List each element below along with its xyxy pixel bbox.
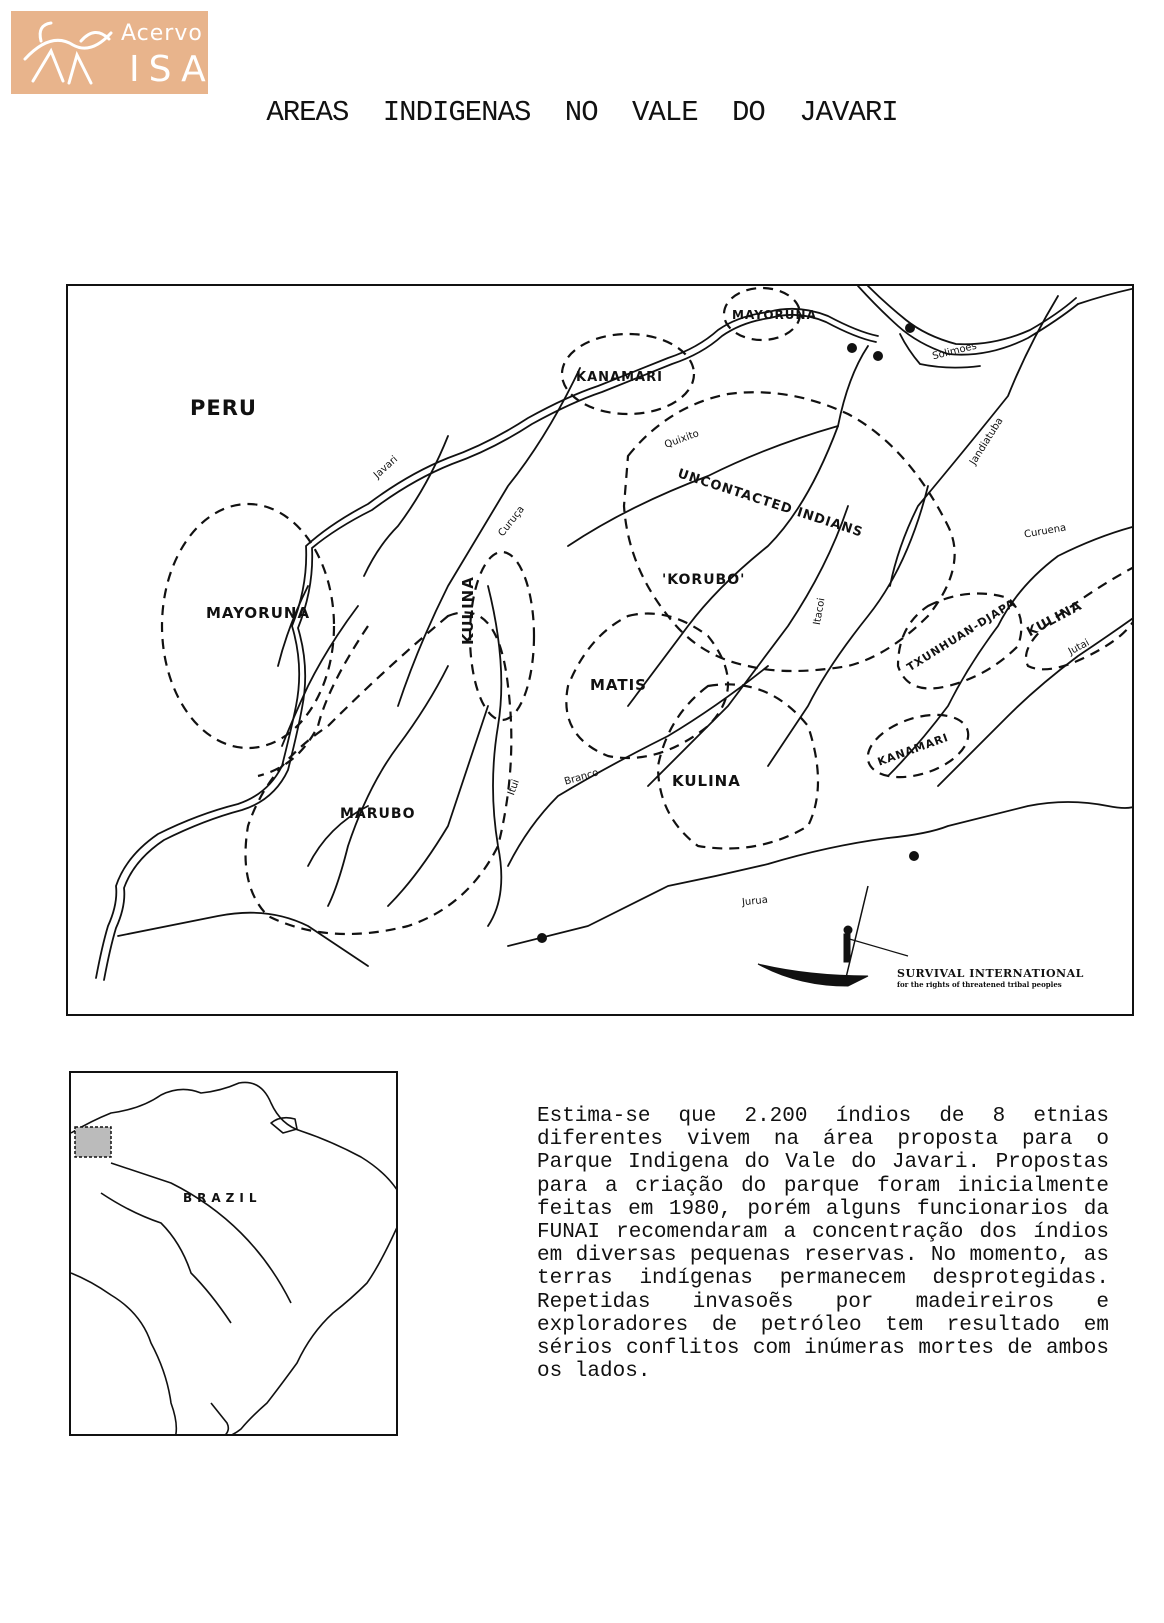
label-kulina-west: KULINA xyxy=(459,576,477,645)
river-label-curuca: Curuça xyxy=(496,504,527,539)
credit-subtitle: for the rights of threatened tribal peoples xyxy=(897,980,1062,989)
river-label-jurua: Jurua xyxy=(741,894,769,909)
label-kanamari-north: KANAMARI xyxy=(576,370,663,385)
river-label-solimoes: Solimoes xyxy=(931,340,978,363)
marubo-west-line xyxy=(258,626,368,776)
javari-valley-map xyxy=(66,284,1134,1016)
label-uncontacted-indians: UNCONTACTED INDIANS xyxy=(675,466,865,541)
uncontacted-boundary xyxy=(624,392,955,671)
canoe-figure xyxy=(758,886,908,986)
river-label-itacoi: Itacoi xyxy=(811,597,828,626)
label-kulina-east: KULINA xyxy=(1024,598,1085,641)
label-kanamari-south: KANAMARI xyxy=(875,730,951,769)
label-brazil: BRAZIL xyxy=(183,1191,262,1205)
acervo-isa-logo xyxy=(11,11,215,94)
marubo-boundary xyxy=(246,612,512,934)
label-mayoruna-north: MAYORUNA xyxy=(732,308,817,322)
label-matis: MATIS xyxy=(590,676,647,694)
logo-text-isa: ISA xyxy=(129,49,215,90)
description-paragraph: Estima-se que 2.200 índios de 8 etnias diferentes vivem na área proposta para o Parque Indigena do Vale do Javari. Propostas para a criação do parque foram inicialmente feitas em 1980, porém alguns funcionarios da FUNAI recomendaram a concentração dos índios em diversas pequenas reservas. No momento, as terras indígenas permanecem desprotegidas. Repetidas invasoẽs por madeireiros e exploradores de petróleo tem resultado em sérios conflitos com inúmeras mortes de ambos os lados. xyxy=(537,1105,1109,1384)
label-marubo: MARUBO xyxy=(340,806,416,822)
jurua-river xyxy=(508,802,1134,946)
itui-river xyxy=(488,586,501,926)
credit-name: SURVIVAL INTERNATIONAL xyxy=(897,967,1084,980)
study-area-marker xyxy=(75,1127,111,1157)
kulina-south-boundary xyxy=(658,684,818,848)
survival-international-credit xyxy=(897,967,1084,989)
label-peru: PERU xyxy=(190,396,257,420)
label-korubo: 'KORUBO' xyxy=(662,572,746,588)
branco-river xyxy=(508,666,768,866)
label-kulina-south: KULINA xyxy=(672,772,741,790)
brazil-outline xyxy=(71,1073,398,1436)
river-label-quixito: Quixito xyxy=(663,428,701,451)
river-label-itui: Itui xyxy=(506,778,522,797)
river-label-javari: Javari xyxy=(371,454,401,481)
river-label-branco: Branco xyxy=(563,767,600,788)
jutai-river xyxy=(938,616,1134,786)
brazil-inset-map xyxy=(69,1071,398,1436)
page-title: AREAS INDIGENAS NO VALE DO JAVARI xyxy=(266,96,898,129)
label-txunhuan-djapa: TXUNHUAN-DJAPA xyxy=(904,596,1018,675)
mayoruna-west-boundary xyxy=(162,504,334,748)
logo-text-acervo: Acervo xyxy=(121,21,203,46)
label-mayoruna-west: MAYORUNA xyxy=(206,604,311,622)
river-label-curuena: Curuena xyxy=(1023,522,1068,541)
river-label-jutai: Jutai xyxy=(1066,637,1092,658)
river-label-jandiatuba: Jandiatuba xyxy=(967,415,1006,468)
